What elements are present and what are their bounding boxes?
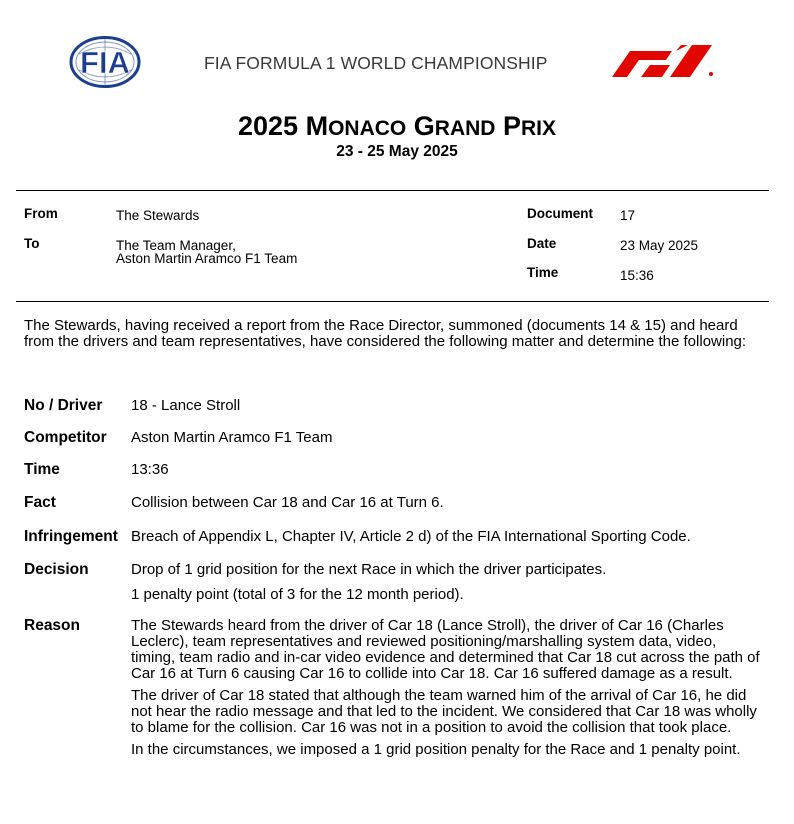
to-value [116,239,297,265]
reason-value [131,618,761,764]
date-label: Date [527,236,557,251]
competitor-label: Competitor [24,429,107,446]
top-divider [16,190,769,191]
title-word1-initial: M [305,111,329,141]
time-row-value: 13:36 [131,461,169,478]
reason-label: Reason [24,617,80,634]
reason-paragraph-3: In the circumstances, we imposed a 1 grid position penalty for the Race and 1 penalty point. [131,741,741,758]
time-value: 15:36 [620,268,654,283]
to-label: To [24,236,40,251]
infringement-label: Infringement [24,528,118,545]
title-word2-rest: RAND [434,117,496,140]
fact-value: Collision between Car 18 and Car 16 at Turn 6. [131,494,444,511]
title-word2-initial: G [413,111,435,141]
time-row-label: Time [24,461,60,478]
time-label: Time [527,265,559,280]
title-year: 2025 [237,111,299,141]
infringement-value: Breach of Appendix L, Chapter IV, Article 2 d) of the FIA International Sporting Code. [131,528,691,545]
document-value: 17 [620,208,636,223]
decision-value [131,562,771,603]
fia-logo [69,36,141,88]
title-word1-rest: ONACO [328,117,407,140]
grand-prix-title [0,111,794,142]
from-label: From [24,206,58,221]
driver-value: 18 - Lance Stroll [131,397,241,414]
date-value: 23 May 2025 [620,238,699,253]
decision-line-2: 1 penalty point (total of 3 for the 12 month period). [131,586,464,603]
f1-logo [612,45,716,77]
driver-label: No / Driver [24,397,103,414]
fact-label: Fact [24,494,56,511]
decision-label: Decision [24,561,89,578]
to-value-line2: Aston Martin Aramco F1 Team [116,251,298,266]
fia-logo-text: FIA [80,45,130,80]
document-label: Document [527,206,594,221]
to-value-line1: The Team Manager, [116,238,236,253]
title-word3-rest: RIX [520,117,556,140]
from-value: The Stewards [116,208,200,223]
reason-paragraph-1: The Stewards heard from the driver of Car 18 (Lance Stroll), the driver of Car 16 (Charles Leclerc), team representatives and reviewed positioning/marshalling system data, video, timing, team radio and in-car video evidence and determined that Car 18 cut across the path of Car 16 at Turn 6 causing Car 16 to collide into Car 18. Car 16 suffered damage as a result. [131,617,760,682]
event-dates: 23 - 25 May 2025 [336,143,458,160]
title-word3-initial: P [502,111,521,141]
championship-title: FIA FORMULA 1 WORLD CHAMPIONSHIP [204,53,548,73]
decision-line-1: Drop of 1 grid position for the next Race in which the driver participates. [131,561,607,578]
reason-paragraph-2: The driver of Car 18 stated that although the team warned him of the arrival of Car 16, he did not hear the radio message and that led to the incident. We considered that Car 18 was wholly to blame for the collision. Car 16 was not in a position to avoid the collision that took place. [131,687,757,736]
competitor-value: Aston Martin Aramco F1 Team [131,429,333,446]
meta-divider [16,301,769,302]
intro-paragraph: The Stewards, having received a report from the Race Director, summoned (documents 14 & 15) and heard from the drivers and team representatives, have considered the following matter and determine the following: [24,317,747,350]
